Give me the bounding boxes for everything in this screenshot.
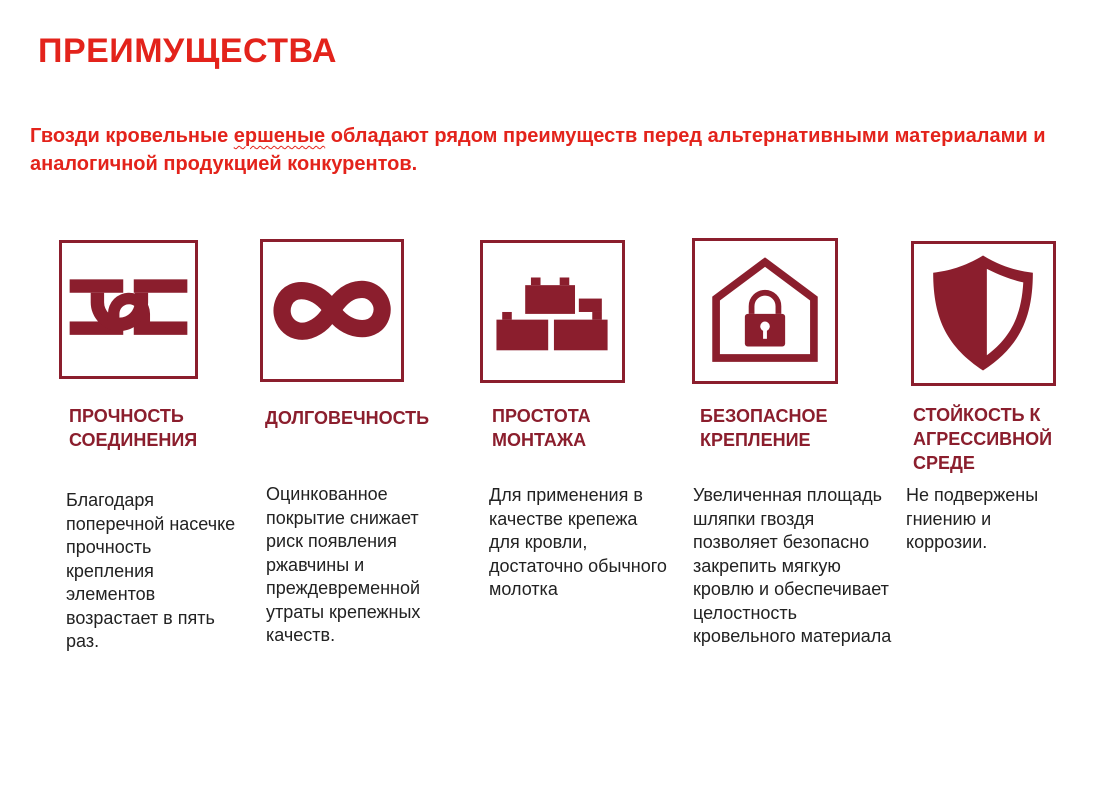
advantage-text-safety: Увеличенная площадь шляпки гвоздя позволяет безопасно закрепить мягкую кровлю и обеспечивает целостность кровельного материала bbox=[693, 485, 892, 646]
chain-link-icon bbox=[59, 240, 198, 379]
infinity-icon bbox=[260, 239, 404, 382]
house-lock-icon bbox=[692, 238, 838, 384]
intro-text bbox=[30, 122, 1070, 178]
advantage-heading-installation: ПРОСТОТА МОНТАЖА bbox=[492, 406, 591, 450]
advantage-heading-strength: ПРОЧНОСТЬ СОЕДИНЕНИЯ bbox=[69, 406, 198, 450]
shield-icon bbox=[911, 241, 1056, 386]
advantage-heading-durability: ДОЛГОВЕЧНОСТЬ bbox=[265, 408, 430, 428]
intro-text-end: обладают рядом преимуществ перед альтернативными материалами и аналогичной продукцией конкурентов. bbox=[30, 125, 1046, 175]
advantage-text-resistance: Не подвержены гниению и коррозии. bbox=[906, 485, 1039, 552]
advantage-heading-safety: БЕЗОПАСНОЕ КРЕПЛЕНИЕ bbox=[700, 406, 828, 450]
advantage-text-durability: Оцинкованное покрытие снижает риск появления ржавчины и преждевременной утраты крепежных качеств. bbox=[266, 484, 421, 645]
advantage-text-installation: Для применения в качестве крепежа для кровли, достаточно обычного молотка bbox=[489, 485, 667, 599]
bricks-icon bbox=[480, 240, 625, 383]
intro-text-start: Гвозди кровельные bbox=[30, 125, 234, 147]
advantage-text-strength: Благодаря поперечной насечке прочность крепления элементов возрастает в пять раз. bbox=[66, 490, 236, 651]
page-title: ПРЕИМУЩЕСТВА bbox=[38, 32, 337, 70]
advantage-heading-resistance: СТОЙКОСТЬ К АГРЕССИВНОЙ СРЕДЕ bbox=[913, 405, 1053, 473]
intro-spellcheck-word: ершеные bbox=[233, 125, 326, 147]
